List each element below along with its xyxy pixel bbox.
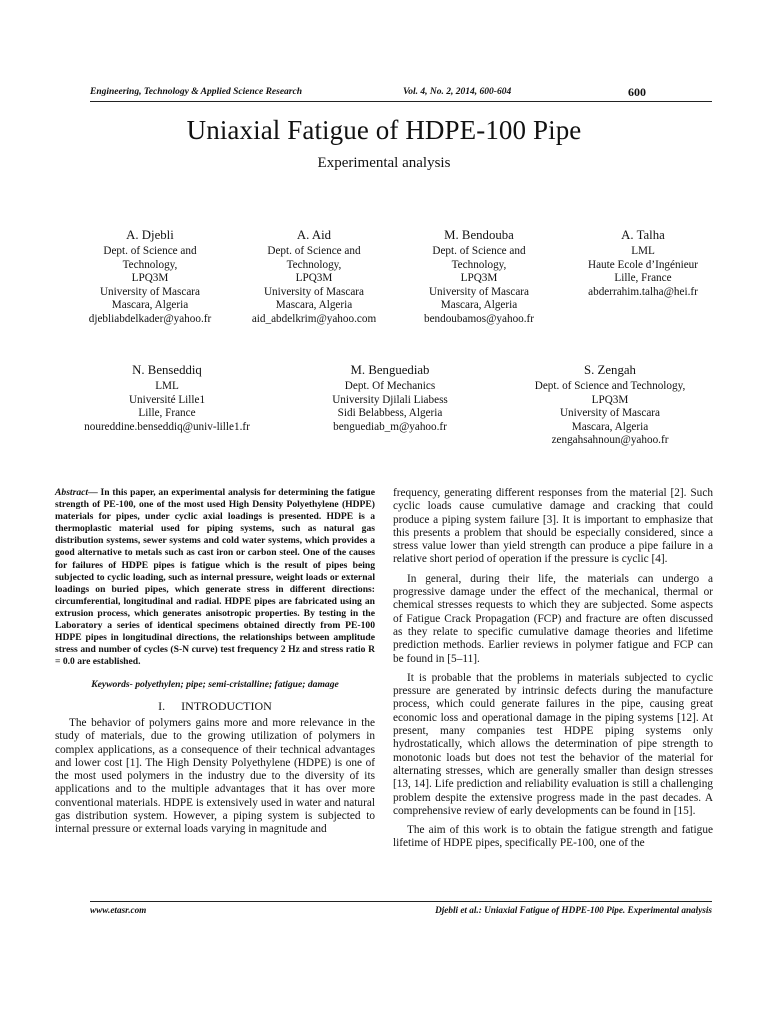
paper-subtitle: Experimental analysis xyxy=(317,155,451,171)
author-affiliation-line: LML xyxy=(155,380,179,392)
abstract-dash: — xyxy=(88,487,98,498)
volume-info: Vol. 4, No. 2, 2014, 600-604 xyxy=(403,87,512,97)
author-affiliation-line: University of Mascara xyxy=(559,407,661,420)
running-footer xyxy=(90,905,712,919)
author-affiliation-line: Lille, France xyxy=(138,407,196,420)
body-paragraph-continued: frequency, generating different responses from the material [2]. Such cyclic loads cause cumulative damage and cracking that could produce a piping system failure [3]. It is important to emphasize that this presents a problem that should be especially considered, since a stress value lower than yield strength can produce a pipe failure in a relative short period of operation if the pressure is cyclic [4]. xyxy=(393,487,713,566)
author-name: A. Djebli xyxy=(126,228,174,242)
author-affiliation-line: LML xyxy=(631,245,655,257)
author-affiliation-line: Sidi Belabbess, Algeria xyxy=(337,407,443,420)
author-affiliation-line: University of Mascara xyxy=(99,285,201,298)
author-affiliation-line: Mascara, Algeria xyxy=(440,299,518,312)
author-block xyxy=(290,362,490,434)
section-title: INTRODUCTION xyxy=(181,698,272,713)
author-name: A. Talha xyxy=(621,228,665,242)
left-column xyxy=(55,487,375,843)
author-affiliation-line: LPQ3M xyxy=(131,272,169,285)
body-paragraph: It is probable that the problems in materials subjected to cyclic pressure are generated by intrinsic defects during the manufacture process, which could generate failures in the pipe, causing great economic loss and operational damage in the piping systems [12]. At present, many companies test HDPE piping systems only hydrostatically, which allows the determination of pipe strength to monotonic loads but does not test the behavior of the material for alternating stresses, which are generally smaller than design stresses [13, 14]. Life prediction and reliability evaluation is still a challenging problem despite the extensive progress made in the past decades. A comprehensive review of early developments can be found in [15]. xyxy=(393,671,713,817)
author-affiliation-line: Dept. Of Mechanics xyxy=(344,380,436,392)
author-block xyxy=(224,227,404,327)
author-affiliation-line: LPQ3M xyxy=(295,272,333,285)
header-rule xyxy=(90,101,712,102)
author-email: zengahsahnoun@yahoo.fr xyxy=(551,434,669,447)
author-block xyxy=(60,227,240,327)
body-paragraph: The aim of this work is to obtain the fatigue strength and fatigue lifetime of HDPE pipes, specifically PE-100, one of the xyxy=(393,824,713,850)
footer-website: www.etasr.com xyxy=(90,905,147,915)
author-affiliation-line: University Djilali Liabess xyxy=(332,393,448,406)
section-number: I. xyxy=(158,698,166,713)
author-block xyxy=(57,362,277,434)
author-email: djebliabdelkader@yahoo.fr xyxy=(88,312,212,325)
author-email: aid_abdelkrim@yahoo.com xyxy=(251,312,377,325)
author-affiliation-line: Dept. of Science and Technology, xyxy=(534,380,686,392)
author-email: noureddine.benseddiq@univ-lille1.fr xyxy=(84,420,250,433)
author-affiliation-line: Technology, xyxy=(122,258,178,271)
author-affiliation-line: LPQ3M xyxy=(460,272,498,285)
journal-name: Engineering, Technology & Applied Science Research xyxy=(90,87,302,97)
author-block xyxy=(553,227,733,299)
author-affiliation-line: Dept. of Science and xyxy=(432,245,526,257)
author-affiliation-line: Dept. of Science and xyxy=(103,245,197,257)
author-email: benguediab_m@yahoo.fr xyxy=(333,420,447,433)
keywords: Keywords- polyethylen; pipe; semi-cristalline; fatigue; damage xyxy=(91,679,339,691)
footer-citation: Djebli et al.: Uniaxial Fatigue of HDPE-100 Pipe. Experimental analysis xyxy=(435,905,712,915)
footer-rule xyxy=(90,901,712,902)
body-paragraph: In general, during their life, the materials can undergo a progressive damage under the effect of the mechanical, thermal or chemical stresses requests to which they are subjected. Some aspects of Fatigue Crack Propagation (FCP) and fracture are often discussed as they relate to specific cumulative damage theories and lifetime prediction methods. Earlier reviews in polymer fatigue and FCP can be found in [5–11]. xyxy=(393,572,713,665)
author-name: M. Bendouba xyxy=(444,228,514,242)
author-affiliation-line: University of Mascara xyxy=(428,285,530,298)
author-block xyxy=(510,362,710,448)
right-column xyxy=(393,487,713,857)
author-name: S. Zengah xyxy=(584,363,636,377)
author-name: N. Benseddiq xyxy=(132,363,202,377)
abstract-text: In this paper, an experimental analysis for determining the fatigue strength of PE-100, one of the most used High Density Polyethylene (HDPE) materials for pipes, under cyclic axial loadings is presented. HDPE is a thermoplastic material used for piping systems, such as natural gas distribution systems, sewer systems and cold water systems, which provides a good alternative to metals such as cast iron or carbon steel. One of the causes for failures of HDPE pipes is fatigue which is the result of pipes being subjected to cyclic loading, such as internal pressure, weight loads or external loadings on buried pipes, which generate stress in different directions: circumferential, longitudinal and radial. HDPE pipes are fabricated using an extrusion process, which generates anisotropic properties. By testing in the Laboratory a series of identical specimens obtained directly from PE-100 HDPE pipes in longitudinal directions, the relationships between amplitude stress and number of cycles (S-N curve) test frequency 2 Hz and stress ratio R = 0.0 are established. xyxy=(55,487,375,668)
author-affiliation-line: Mascara, Algeria xyxy=(571,420,649,433)
author-affiliation-line: University of Mascara xyxy=(263,285,365,298)
author-affiliation-line: Lille, France xyxy=(614,272,672,285)
author-affiliation-line: LPQ3M xyxy=(591,393,629,406)
paper-title: Uniaxial Fatigue of HDPE-100 Pipe xyxy=(186,115,582,145)
author-email: bendoubamos@yahoo.fr xyxy=(423,312,535,325)
author-affiliation-line: Mascara, Algeria xyxy=(275,299,353,312)
author-name: A. Aid xyxy=(296,228,332,242)
author-email: abderrahim.talha@hei.fr xyxy=(588,285,698,298)
body-paragraph: The behavior of polymers gains more and more relevance in the study of materials, due to the growing utilization of polymers in complex applications, as a consequence of their technical advantages and lower cost [1]. The High Density Polyethylene (HDPE) is one of the most used polymers in the industry due to the diversity of its applications and to the multiple advantages that it has over more conventional materials. HDPE is extensively used in water and natural gas distribution system. However, a piping system is subjected to internal pressure or external loads varying in magnitude and xyxy=(55,717,375,836)
author-affiliation-line: Technology, xyxy=(286,258,342,271)
author-affiliation-line: Université Lille1 xyxy=(128,393,206,406)
running-header xyxy=(90,82,710,102)
abstract xyxy=(55,487,375,668)
abstract-lead: Abstract xyxy=(55,487,89,498)
author-affiliation-line: Dept. of Science and xyxy=(267,245,361,257)
page-number: 600 xyxy=(628,85,646,99)
author-affiliation-line: Mascara, Algeria xyxy=(111,299,189,312)
author-affiliation-line: Technology, xyxy=(451,258,507,271)
author-block xyxy=(389,227,569,327)
author-affiliation-line: Haute Ecole d’Ingénieur xyxy=(588,258,698,271)
author-name: M. Benguediab xyxy=(350,363,430,377)
section-heading xyxy=(55,700,375,713)
